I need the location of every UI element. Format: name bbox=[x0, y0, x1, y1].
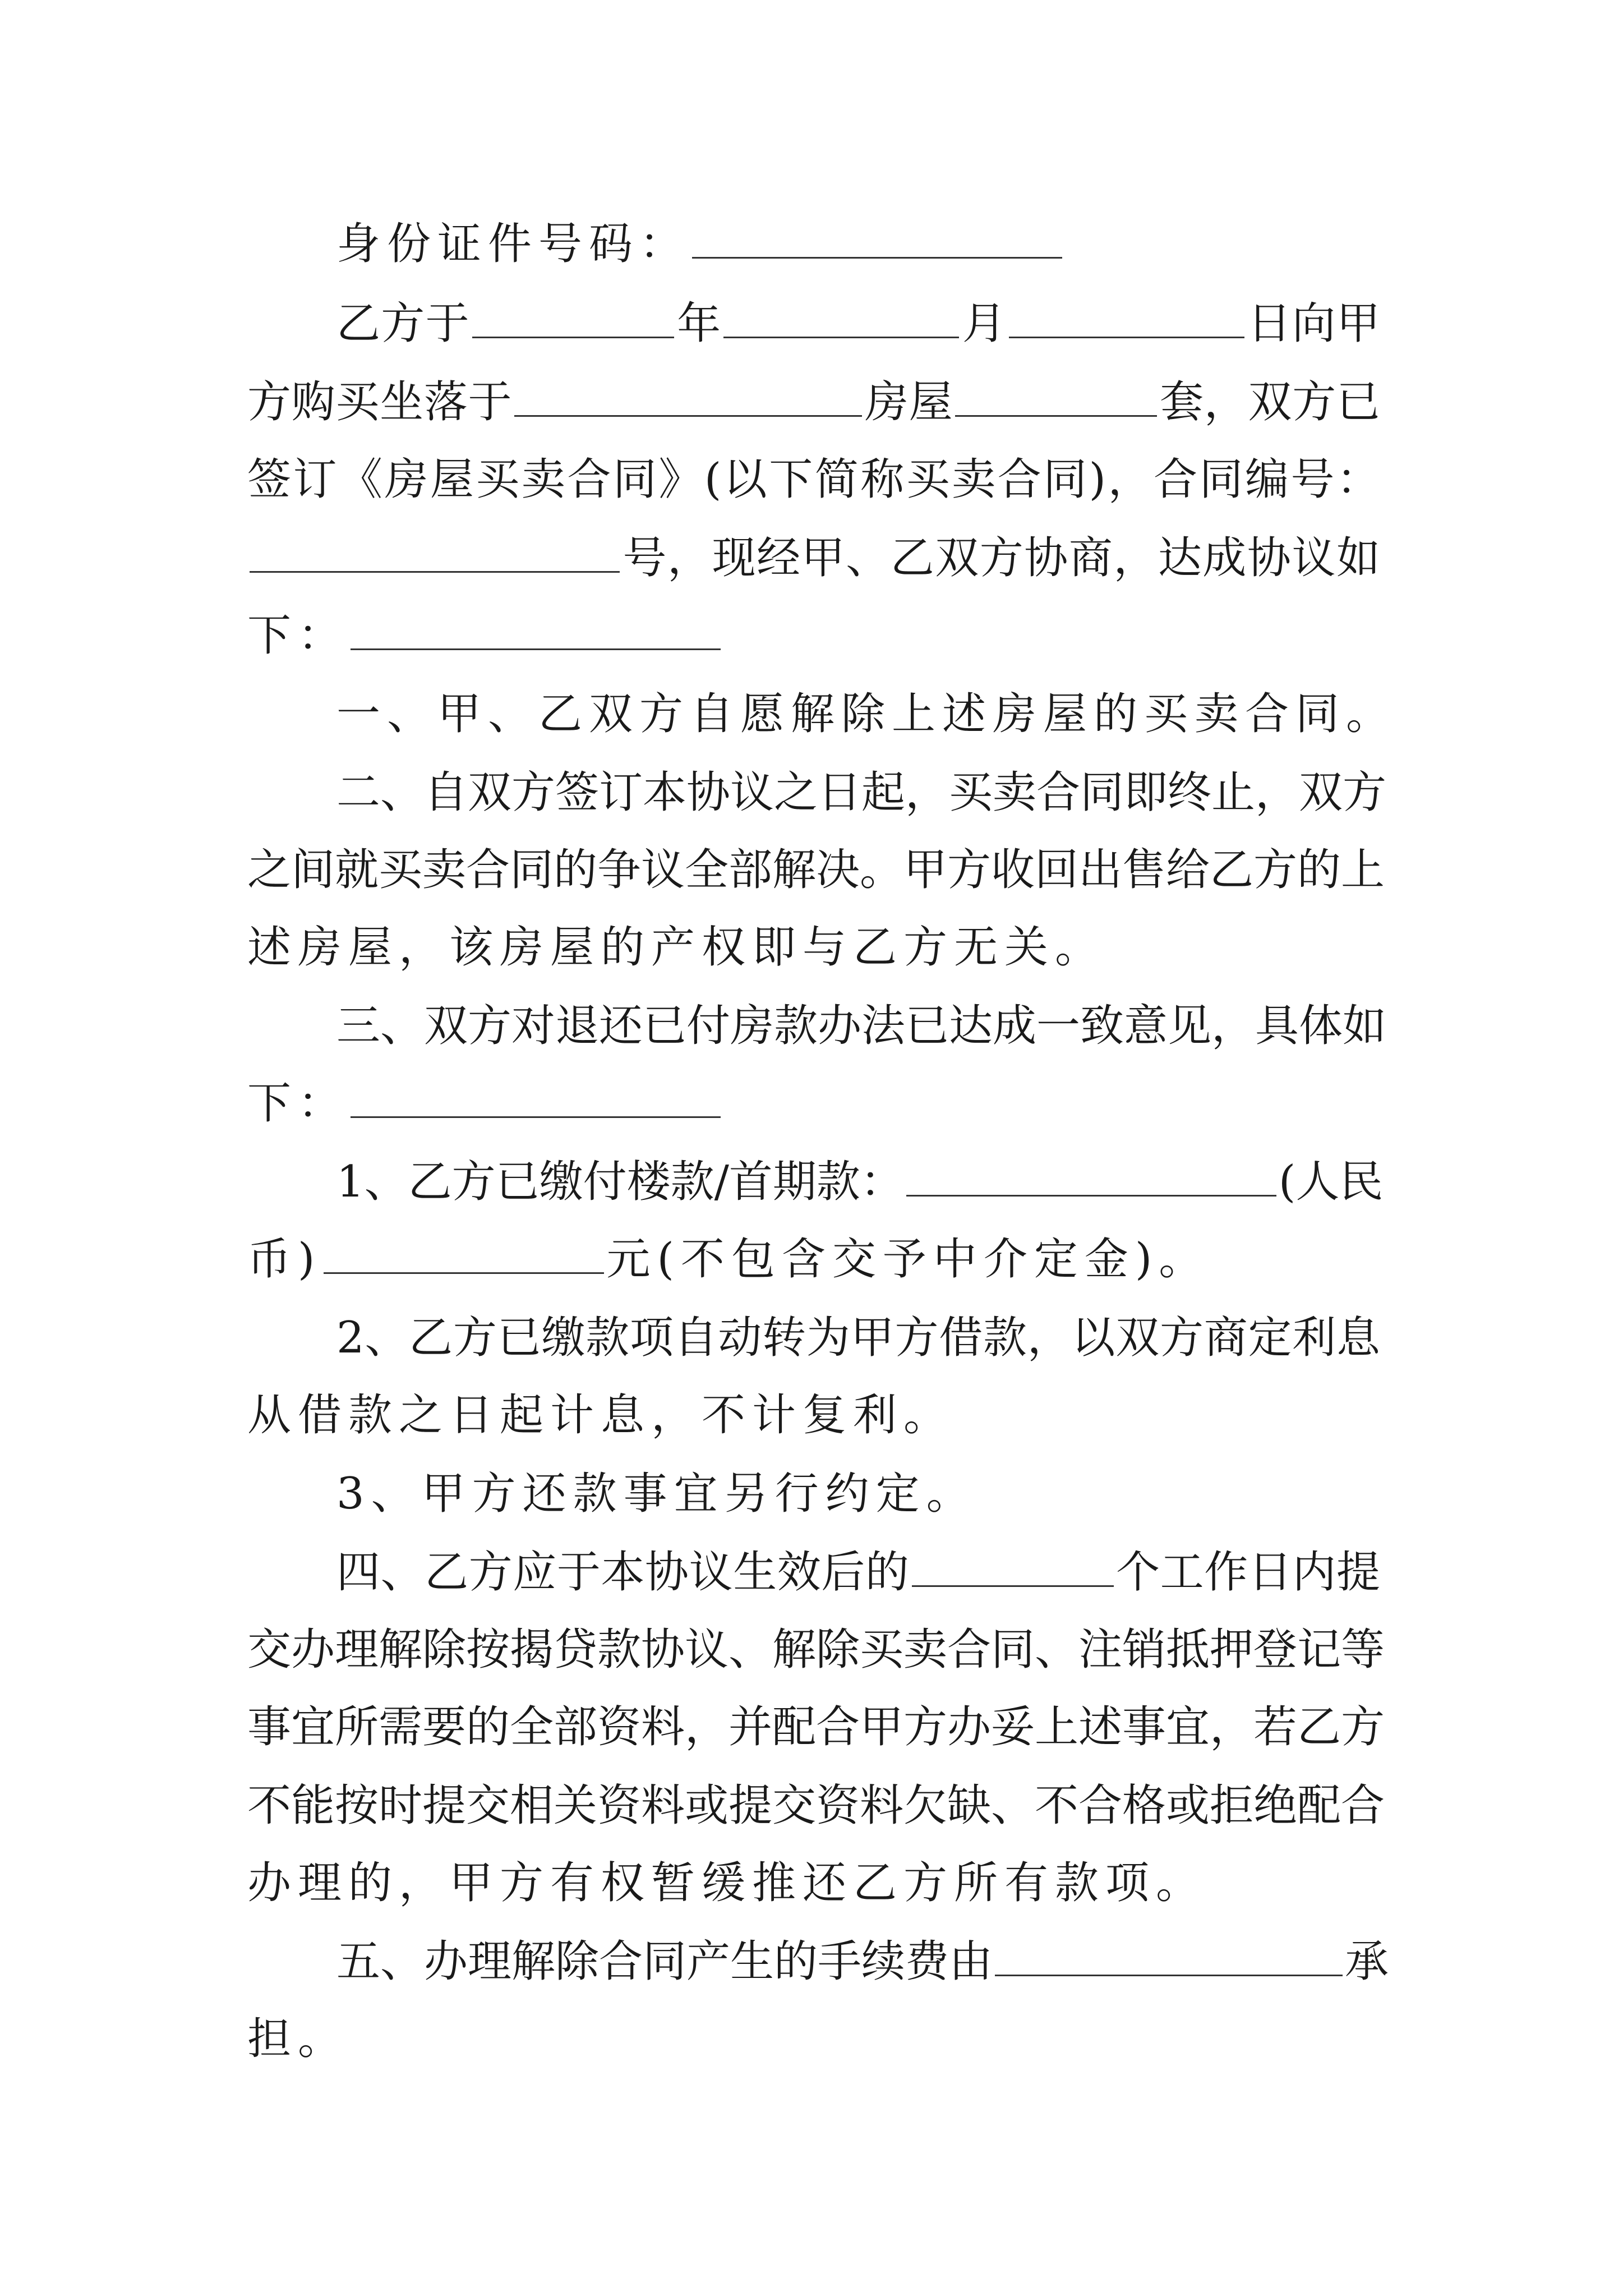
text-segment: 五、办理解除合同产生的手续费由 bbox=[336, 1936, 993, 1987]
text-segment: 日向甲 bbox=[1247, 298, 1380, 349]
text-segment: 述房屋，该房屋的产权即与乙方无关。 bbox=[247, 922, 1106, 973]
text-segment: 3、甲方还款事宜另行约定。 bbox=[336, 1469, 977, 1519]
contract-number-blank bbox=[250, 532, 620, 573]
clause-4-line-3 bbox=[247, 1682, 1385, 1772]
location-blank bbox=[514, 376, 862, 417]
clause-5-line-1 bbox=[336, 1917, 1389, 2007]
property-location-line bbox=[247, 357, 1380, 447]
refund-method-blank bbox=[351, 1077, 721, 1118]
text-segment: 事宜所需要的全部资料，并配合甲方办妥上述事宜，若乙方 bbox=[247, 1702, 1385, 1752]
text-segment: 承 bbox=[1345, 1936, 1389, 1987]
paid-amount-blank bbox=[906, 1156, 1276, 1197]
contract-signed-line bbox=[247, 435, 1380, 524]
id-number-label: 身份证件号码： bbox=[336, 219, 690, 269]
text-segment: 币) bbox=[247, 1234, 322, 1285]
text-segment: 1、乙方已缴付楼款/首期款： bbox=[336, 1157, 904, 1207]
clause-4-line-2 bbox=[247, 1605, 1385, 1695]
clause-1 bbox=[336, 669, 1397, 759]
clause-3-line-2 bbox=[247, 1059, 1380, 1148]
text-segment: 元(不包含交予中介定金)。 bbox=[606, 1234, 1210, 1285]
text-segment: 签订《房屋买卖合同》(以下简称买卖合同)，合同编号： bbox=[247, 454, 1380, 505]
clause-4-line-1 bbox=[336, 1527, 1380, 1617]
text-segment: 不能按时提交相关资料或提交资料欠缺、不合格或拒绝配合 bbox=[247, 1780, 1385, 1831]
id-number-blank bbox=[692, 218, 1062, 259]
house-count-blank bbox=[955, 376, 1157, 417]
text-segment: 方购买坐落于 bbox=[247, 377, 513, 427]
text-segment: 一、甲、乙双方自愿解除上述房屋的买卖合同。 bbox=[336, 689, 1397, 739]
item-2-line-2 bbox=[247, 1370, 1380, 1460]
working-days-blank bbox=[912, 1546, 1114, 1587]
text-segment: 年 bbox=[676, 298, 722, 349]
clause-5-line-2 bbox=[247, 1994, 1380, 2084]
clause-2-line-3 bbox=[247, 903, 1380, 992]
text-segment: 房屋 bbox=[864, 377, 953, 427]
text-segment: 担。 bbox=[247, 2014, 349, 2064]
text-segment: 个工作日内提 bbox=[1115, 1547, 1380, 1598]
text-segment: 办理的，甲方有权暂缓推还乙方所有款项。 bbox=[247, 1858, 1207, 1908]
fee-bearer-blank bbox=[995, 1935, 1343, 1976]
clause-4-line-5 bbox=[247, 1838, 1380, 1928]
item-2-line-1 bbox=[336, 1293, 1380, 1383]
item-3 bbox=[336, 1449, 1380, 1539]
item-1-line-1 bbox=[336, 1137, 1384, 1227]
agreement-intro-line bbox=[247, 591, 1380, 680]
text-segment: 三、双方对退还已付房款办法已达成一致意见，具体如 bbox=[336, 1001, 1387, 1051]
clause-4-line-4 bbox=[247, 1761, 1385, 1851]
contract-number-line bbox=[247, 513, 1380, 603]
item-1-line-2 bbox=[247, 1214, 1380, 1304]
id-number-line bbox=[336, 199, 1380, 289]
day-blank bbox=[1009, 297, 1244, 338]
clause-2-line-1 bbox=[336, 748, 1387, 838]
text-segment: 交办理解除按揭贷款协议、解除买卖合同、注销抵押登记等 bbox=[247, 1625, 1385, 1675]
text-segment: 套，双方已 bbox=[1159, 377, 1380, 427]
month-blank bbox=[723, 297, 959, 338]
text-segment: 四、乙方应于本协议生效后的 bbox=[336, 1547, 910, 1598]
clause-2-line-2 bbox=[247, 825, 1385, 915]
purchase-date-line bbox=[336, 279, 1380, 369]
text-segment: 下： bbox=[247, 1078, 349, 1129]
text-segment: 2、乙方已缴款项自动转为甲方借款，以双方商定利息 bbox=[336, 1313, 1380, 1363]
text-segment: 从借款之日起计息，不计复利。 bbox=[247, 1390, 955, 1441]
clause-3-line-1 bbox=[336, 981, 1387, 1071]
text-segment: 二、自双方签订本协议之日起，买卖合同即终止，双方 bbox=[336, 767, 1387, 818]
year-blank bbox=[472, 297, 674, 338]
text-segment: 月 bbox=[961, 298, 1007, 349]
agreement-blank bbox=[351, 609, 721, 650]
text-segment: (人民 bbox=[1278, 1157, 1384, 1207]
text-segment: 之间就买卖合同的争议全部解决。甲方收回出售给乙方的上 bbox=[247, 845, 1385, 895]
text-segment: 乙方于 bbox=[336, 298, 470, 349]
rmb-amount-blank bbox=[324, 1233, 604, 1274]
text-segment: 下： bbox=[247, 610, 349, 661]
text-segment: 号，现经甲、乙双方协商，达成协议如 bbox=[622, 533, 1380, 583]
